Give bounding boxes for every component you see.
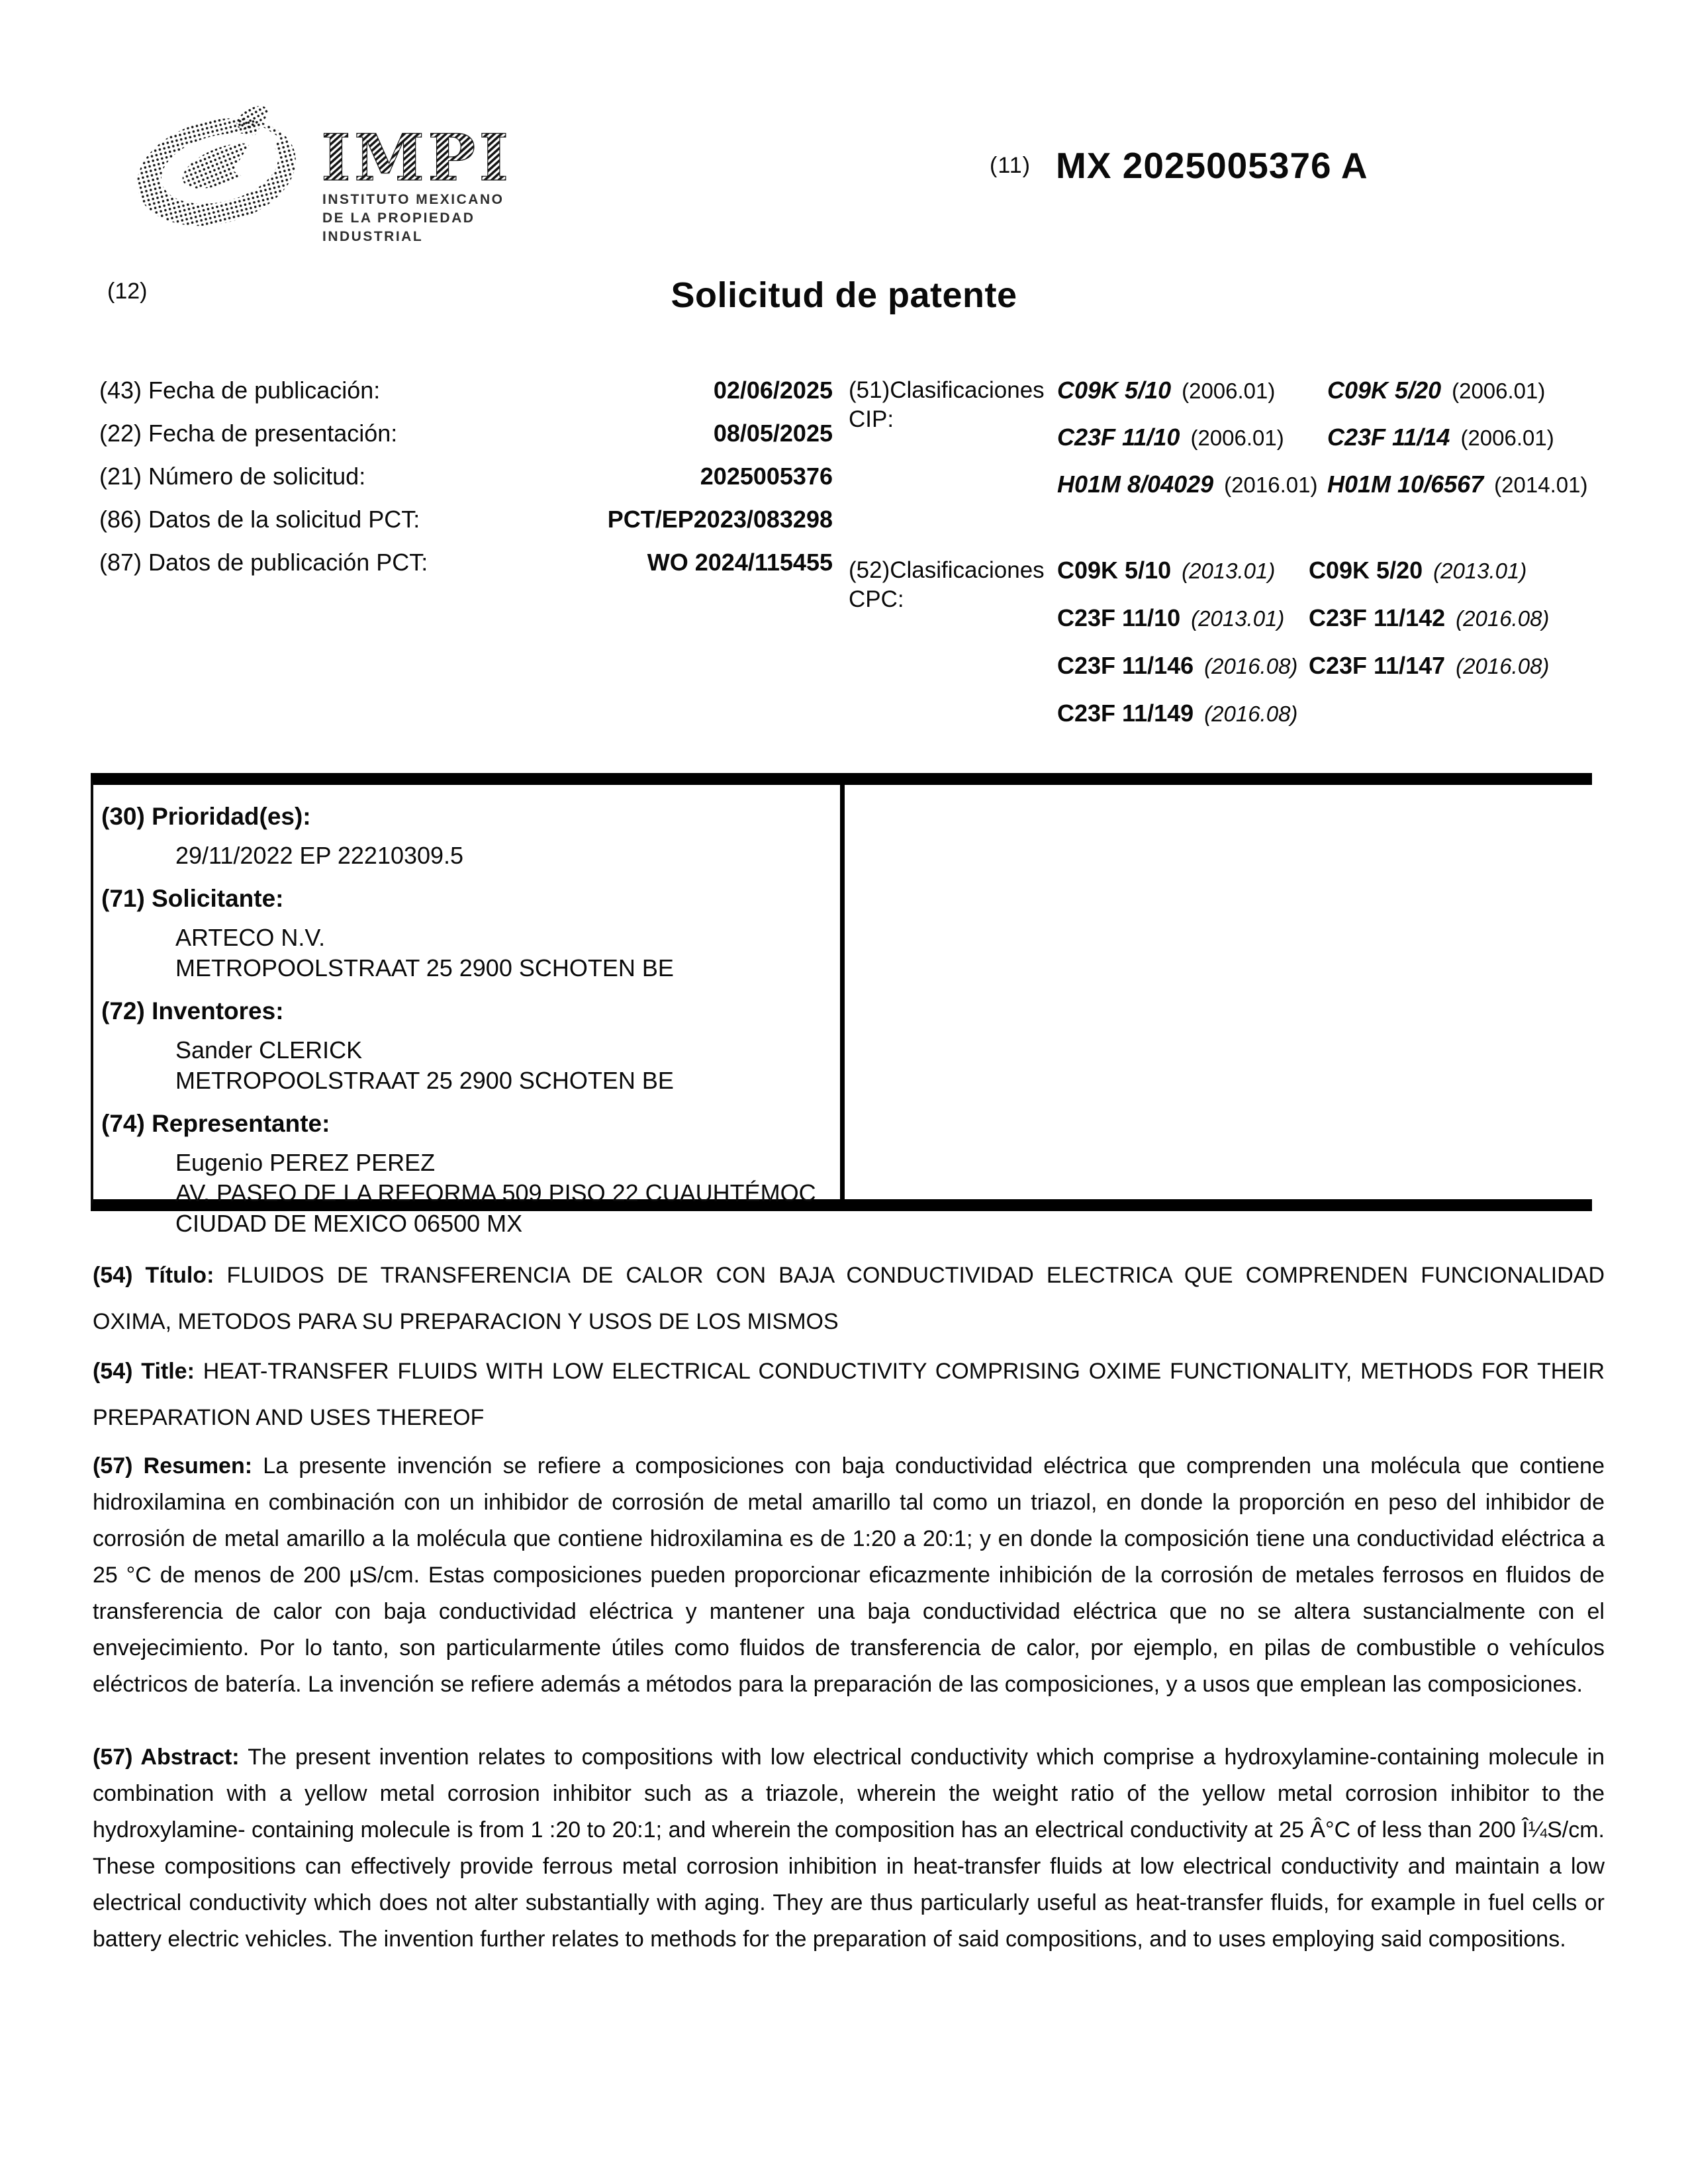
field-label: Datos de publicación PCT: — [148, 549, 428, 576]
pct-publication-data: WO 2024/115455 — [647, 549, 833, 576]
doc-type-title: Solicitud de patente — [671, 275, 1017, 315]
impi-logo-graphic — [129, 106, 513, 248]
publication-number-row — [990, 144, 1368, 187]
resumen-prefix: (57) Resumen: — [93, 1453, 253, 1479]
impi-logo — [129, 106, 513, 248]
cpc-entry: C23F 11/147 (2016.08) — [1309, 652, 1550, 679]
inventors-section — [101, 997, 823, 1096]
field-row-filing-date — [99, 422, 833, 445]
publication-number: MX 2025005376 A — [1055, 145, 1368, 186]
field-label: Datos de la solicitud PCT: — [148, 506, 420, 533]
cip-entry: C09K 5/20 (2006.01) — [1327, 377, 1546, 404]
cpc-grid — [1057, 556, 1549, 729]
inventor-address: METROPOOLSTRAAT 25 2900 SCHOTEN BE — [175, 1067, 674, 1094]
inventor-name: Sander CLERICK — [175, 1036, 363, 1064]
priority-label: (30) Prioridad(es): — [101, 803, 311, 830]
field-row-pct-publication — [99, 551, 833, 574]
cpc-entry: C23F 11/10 (2013.01) — [1057, 604, 1285, 631]
title-en-text: HEAT-TRANSFER FLUIDS WITH LOW ELECTRICAL CONDUCTIVITY COMPRISING OXIME FUNCTIONALITY, METHODS FOR THEIR PREPARATION AND USES THEREOF — [93, 1359, 1605, 1430]
title-en-prefix: (54) Title: — [93, 1359, 195, 1384]
inventors-label: (72) Inventores: — [101, 997, 284, 1024]
inid-86: (86) — [99, 506, 142, 533]
representative-address-1: AV. PASEO DE LA REFORMA 509 PISO 22 CUAUHTÉMOC — [175, 1179, 816, 1206]
resumen-text: La presente invención se refiere a composiciones con baja conductividad eléctrica que comprenden una molécula que contiene hidroxilamina en combinación con un inhibidor de corrosión de metal amarillo tal como un triazol, en donde la proporción en peso del inhibidor de corrosión de metal amarillo a la molécula que contiene hidroxilamina es de 1:20 a 20:1; y en donde la composición tiene una conductividad eléctrica a 25 °C de menos de 200 μS/cm. Estas composiciones pueden proporcionar eficazmente inhibición de la corrosión de metales ferrosos en fluidos de transferencia de calor con baja conductividad eléctrica y mantener una baja conductividad eléctrica que no se altera sustancialmente con el envejecimiento. Por lo tanto, son particularmente útiles como fluidos de transferencia de calor, por ejemplo, en pilas de combustible o vehículos eléctricos de batería. La invención se refiere además a métodos para la preparación de las composiciones, y a usos que emplean las composiciones. — [93, 1453, 1605, 1697]
cpc-entry: C09K 5/10 (2013.01) — [1057, 557, 1276, 584]
field-row-publication-date — [99, 379, 833, 402]
titulo-es-text: FLUIDOS DE TRANSFERENCIA DE CALOR CON BAJA CONDUCTIVIDAD ELECTRICA QUE COMPRENDEN FUNCIONALIDAD OXIMA, METODOS PARA SU PREPARACION Y USOS DE LOS MISMOS — [93, 1263, 1605, 1334]
applicant-section — [101, 884, 823, 983]
inid-11: (11) — [990, 152, 1031, 178]
parties-box — [91, 773, 1592, 1237]
cpc-entry: C23F 11/142 (2016.08) — [1309, 604, 1550, 631]
field-label: Número de solicitud: — [148, 463, 366, 490]
doc-type-row — [0, 275, 1688, 316]
parties-box-left-cell — [101, 802, 823, 1252]
org-line-2: DE LA PROPIEDAD — [322, 210, 475, 226]
cpc-entry: C23F 11/146 (2016.08) — [1057, 652, 1298, 679]
titulo-es-prefix: (54) Título: — [93, 1263, 214, 1288]
cip-label: (51)Clasificaciones CIP: — [849, 377, 1045, 432]
pct-application-data: PCT/EP2023/083298 — [607, 506, 833, 533]
abstract-text: The present invention relates to compositions with low electrical conductivity which comprise a hydroxylamine-containing molecule in combination with a yellow metal corrosion inhibitor such as a triazole, wherein the weight ratio of the yellow metal corrosion inhibitor to the hydroxylamine- containing molecule is from 1 :20 to 20:1; and wherein the composition has an electrical conductivity at 25 Â°C of less than 200 Î¼S/cm. These compositions can effectively provide ferrous metal corrosion inhibition in heat-transfer fluids at low electrical conductivity and maintain a low electrical conductivity which does not alter substantially with aging. They are thus particularly useful as heat-transfer fluids, for example in fuel cells or battery electric vehicles. The invention further relates to methods for the preparation of said compositions, and to uses employing said compositions. — [93, 1745, 1605, 1952]
applicant-address: METROPOOLSTRAAT 25 2900 SCHOTEN BE — [175, 954, 674, 981]
cpc-classifications — [849, 556, 1617, 729]
cip-entry: H01M 10/6567 (2014.01) — [1327, 471, 1588, 498]
impi-acronym: IMPI — [321, 120, 512, 195]
titulo-es — [93, 1252, 1605, 1345]
parties-box-divider — [840, 785, 845, 1199]
cpc-entry: C09K 5/20 (2013.01) — [1309, 557, 1527, 584]
bibliographic-fields — [99, 379, 833, 594]
inid-87: (87) — [99, 549, 142, 576]
representative-name: Eugenio PEREZ PEREZ — [175, 1149, 436, 1176]
cip-entry: C23F 11/14 (2006.01) — [1327, 424, 1554, 451]
resumen — [93, 1448, 1605, 1703]
cpc-entry: C23F 11/149 (2016.08) — [1057, 700, 1298, 727]
inid-21: (21) — [99, 463, 142, 490]
filing-date: 08/05/2025 — [713, 420, 833, 447]
representative-address-2: CIUDAD DE MEXICO 06500 MX — [175, 1210, 523, 1237]
field-label: Fecha de publicación: — [148, 377, 381, 404]
org-line-1: INSTITUTO MEXICANO — [322, 192, 504, 207]
inid-43: (43) — [99, 377, 142, 404]
title-en — [93, 1348, 1605, 1441]
eagle-emblem — [129, 106, 307, 242]
cip-entry: C09K 5/10 (2006.01) — [1057, 377, 1276, 404]
abstract — [93, 1739, 1605, 1958]
cpc-label: (52)Clasificaciones CPC: — [849, 557, 1045, 612]
field-row-application-number — [99, 465, 833, 488]
field-label: Fecha de presentación: — [148, 420, 398, 447]
abstract-prefix: (57) Abstract: — [93, 1745, 240, 1770]
cip-entry: C23F 11/10 (2006.01) — [1057, 424, 1284, 451]
cip-grid — [1057, 376, 1592, 500]
application-number: 2025005376 — [700, 463, 833, 490]
applicant-label: (71) Solicitante: — [101, 885, 284, 912]
field-row-pct-application — [99, 508, 833, 531]
publication-date: 02/06/2025 — [713, 377, 833, 404]
applicant-name: ARTECO N.V. — [175, 924, 326, 951]
org-line-3: INDUSTRIAL — [322, 229, 424, 244]
representative-section — [101, 1109, 823, 1239]
cip-classifications — [849, 376, 1617, 500]
inid-12: (12) — [107, 279, 148, 304]
priority-section — [101, 802, 823, 871]
inid-22: (22) — [99, 420, 142, 447]
cip-entry: H01M 8/04029 (2016.01) — [1057, 471, 1318, 498]
priority-data: 29/11/2022 EP 22210309.5 — [175, 842, 464, 869]
representative-label: (74) Representante: — [101, 1110, 330, 1137]
